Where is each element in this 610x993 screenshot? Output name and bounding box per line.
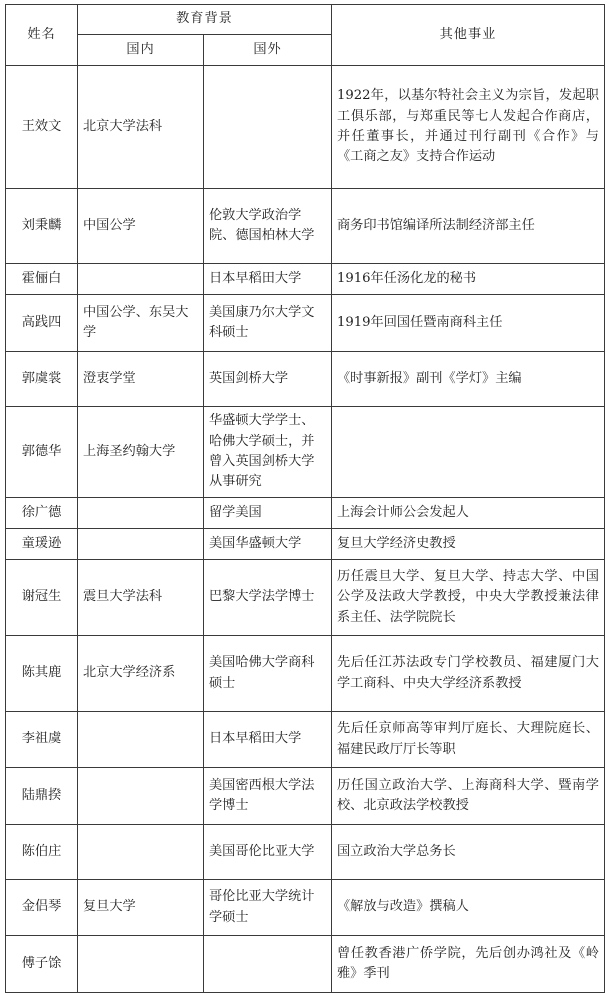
cell-other (332, 407, 605, 498)
cell-abroad: 美国华盛顿大学 (204, 529, 332, 560)
header-domestic: 国内 (78, 35, 204, 66)
cell-name: 高践四 (6, 295, 78, 352)
cell-domestic (78, 264, 204, 295)
cell-abroad: 留学美国 (204, 498, 332, 529)
cell-domestic (78, 498, 204, 529)
cell-abroad: 日本早稻田大学 (204, 264, 332, 295)
cell-name: 李祖虞 (6, 712, 78, 768)
table-row (6, 936, 605, 993)
header-name: 姓名 (6, 5, 78, 66)
cell-abroad: 哥伦比亚大学统计学硕士 (204, 880, 332, 936)
document-page (5, 4, 604, 993)
table-row (6, 264, 605, 295)
cell-name: 谢冠生 (6, 560, 78, 636)
header-abroad: 国外 (204, 35, 332, 66)
cell-name: 陆鼎揆 (6, 768, 78, 825)
cell-name: 童瑗逊 (6, 529, 78, 560)
header-other: 其他事业 (332, 5, 605, 66)
cell-name: 郭德华 (6, 407, 78, 498)
table-body (6, 66, 605, 993)
cell-name: 徐广德 (6, 498, 78, 529)
table-row (6, 498, 605, 529)
cell-abroad: 巴黎大学法学博士 (204, 560, 332, 636)
table-row (6, 560, 605, 636)
cell-domestic: 北京大学法科 (78, 66, 204, 189)
cell-domestic: 上海圣约翰大学 (78, 407, 204, 498)
table-row (6, 529, 605, 560)
cell-other: 复旦大学经济史教授 (332, 529, 605, 560)
cell-other: 《时事新报》副刊《学灯》主编 (332, 352, 605, 407)
cell-abroad: 华盛顿大学学士、哈佛大学硕士，并曾入英国剑桥大学从事研究 (204, 407, 332, 498)
cell-abroad: 美国哈佛大学商科硕士 (204, 636, 332, 712)
cell-other: 历任震旦大学、复旦大学、持志大学、中国公学及法政大学教授，中央大学教授兼法律系主任、法学院院长 (332, 560, 605, 636)
cell-abroad: 英国剑桥大学 (204, 352, 332, 407)
cell-other: 《解放与改造》撰稿人 (332, 880, 605, 936)
cell-name: 郭虞裳 (6, 352, 78, 407)
cell-domestic (78, 936, 204, 993)
cell-domestic (78, 825, 204, 880)
cell-name: 陈伯庄 (6, 825, 78, 880)
cell-other: 曾任教香港广侨学院，先后创办鸿社及《岭雅》季刊 (332, 936, 605, 993)
table-row (6, 880, 605, 936)
table-row (6, 636, 605, 712)
cell-other: 1916年任汤化龙的秘书 (332, 264, 605, 295)
table-row (6, 768, 605, 825)
table-row (6, 407, 605, 498)
table-row (6, 189, 605, 264)
cell-name: 傅子馀 (6, 936, 78, 993)
header-education: 教育背景 (78, 5, 332, 35)
cell-other: 1919年回国任暨南商科主任 (332, 295, 605, 352)
cell-name: 金侣琴 (6, 880, 78, 936)
cell-abroad: 美国康乃尔大学文科硕士 (204, 295, 332, 352)
cell-name: 王效文 (6, 66, 78, 189)
cell-domestic: 复旦大学 (78, 880, 204, 936)
cell-other: 历任国立政治大学、上海商科大学、暨南学校、北京政法学校教授 (332, 768, 605, 825)
cell-other: 1922年，以基尔特社会主义为宗旨，发起职工俱乐部，与郑重民等七人发起合作商店，并任董事长，并通过刊行副刊《合作》与《工商之友》支持合作运动 (332, 66, 605, 189)
cell-domestic (78, 768, 204, 825)
cell-abroad (204, 936, 332, 993)
table-header (6, 5, 605, 66)
table-row (6, 712, 605, 768)
cell-abroad: 伦敦大学政治学院、德国柏林大学 (204, 189, 332, 264)
cell-domestic: 澄衷学堂 (78, 352, 204, 407)
cell-domestic: 中国公学、东吴大学 (78, 295, 204, 352)
cell-other: 国立政治大学总务长 (332, 825, 605, 880)
cell-abroad (204, 66, 332, 189)
cell-name: 陈其鹿 (6, 636, 78, 712)
cell-abroad: 日本早稻田大学 (204, 712, 332, 768)
table-row (6, 352, 605, 407)
cell-domestic (78, 529, 204, 560)
cell-domestic: 中国公学 (78, 189, 204, 264)
cell-other: 先后任京师高等审判厅庭长、大理院庭长、福建民政厅厅长等职 (332, 712, 605, 768)
table-row (6, 295, 605, 352)
table-row (6, 66, 605, 189)
cell-domestic (78, 712, 204, 768)
cell-abroad: 美国哥伦比亚大学 (204, 825, 332, 880)
cell-name: 刘秉麟 (6, 189, 78, 264)
cell-domestic: 北京大学经济系 (78, 636, 204, 712)
cell-other: 商务印书馆编译所法制经济部主任 (332, 189, 605, 264)
cell-other: 上海会计师公会发起人 (332, 498, 605, 529)
table-row (6, 825, 605, 880)
cell-other: 先后任江苏法政专门学校教员、福建厦门大学工商科、中央大学经济系教授 (332, 636, 605, 712)
cell-name: 霍俪白 (6, 264, 78, 295)
cell-abroad: 美国密西根大学法学博士 (204, 768, 332, 825)
cell-domestic: 震旦大学法科 (78, 560, 204, 636)
education-table (5, 4, 605, 993)
